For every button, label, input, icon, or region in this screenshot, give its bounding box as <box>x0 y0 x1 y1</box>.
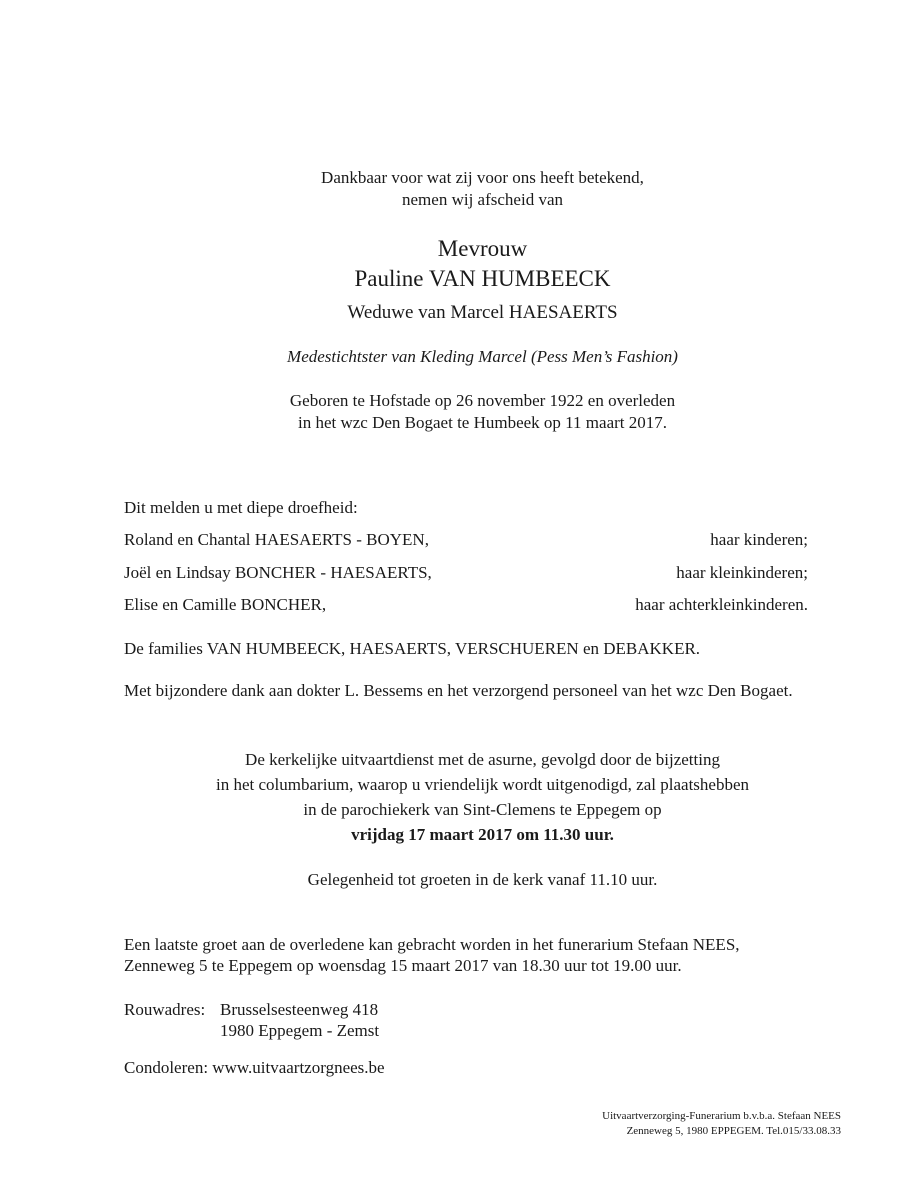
relative-relation: haar achterkleinkinderen. <box>635 595 808 614</box>
relative-names: Joël en Lindsay BONCHER - HAESAERTS, <box>124 563 432 582</box>
service-line-1: De kerkelijke uitvaartdienst met de asurne, gevolgd door de bijzetting <box>245 750 720 769</box>
footer-line-2: Zenneweg 5, 1980 EPPEGEM. Tel.015/33.08.33 <box>626 1125 841 1137</box>
deceased-name: Pauline VAN HUMBEECK <box>354 266 611 291</box>
mourning-address-line-1: Brusselsesteenweg 418 <box>220 1000 379 1019</box>
mourning-address-line-2: 1980 Eppegem - Zemst <box>220 1021 380 1040</box>
born-died-line-1: Geboren te Hofstade op 26 november 1922 en overleden <box>289 391 676 410</box>
families: De families VAN HUMBEECK, HAESAERTS, VERSCHUEREN en DEBAKKER. <box>124 639 701 658</box>
relative-names: Roland en Chantal HAESAERTS - BOYEN, <box>124 530 429 549</box>
condolences: Condoleren: www.uitvaartzorgnees.be <box>124 1058 385 1077</box>
mourning-address-label: Rouwadres: <box>124 1000 206 1019</box>
service-line-2: in het columbarium, waarop u vriendelijk wordt uitgenodigd, zal plaatshebben <box>216 775 749 794</box>
footer-line-1: Uitvaartverzorging-Funerarium b.v.b.a. Stefaan NEES <box>602 1110 841 1122</box>
visitation-line-1: Een laatste groet aan de overledene kan gebracht worden in het funerarium Stefaan NEES, <box>124 935 740 954</box>
thanks: Met bijzondere dank aan dokter L. Bessems en het verzorgend personeel van het wzc Den Bogaet. <box>124 681 793 700</box>
visitation-line-2: Zenneweg 5 te Eppegem op woensdag 15 maart 2017 van 18.30 uur tot 19.00 uur. <box>124 956 682 975</box>
intro-line-2: nemen wij afscheid van <box>402 190 563 209</box>
service-date: vrijdag 17 maart 2017 om 11.30 uur. <box>351 825 614 844</box>
relative-names: Elise en Camille BONCHER, <box>124 595 327 614</box>
salutation: Mevrouw <box>437 236 528 261</box>
relative-relation: haar kleinkinderen; <box>676 563 808 582</box>
deceased-note: Medestichtster van Kleding Marcel (Pess Men’s Fashion) <box>287 347 678 366</box>
greeting-time: Gelegenheid tot groeten in de kerk vanaf 11.10 uur. <box>307 870 658 889</box>
announcement-intro: Dit melden u met diepe droefheid: <box>124 498 358 517</box>
relative-relation: haar kinderen; <box>710 530 808 549</box>
intro-line-1: Dankbaar voor wat zij voor ons heeft betekend, <box>321 168 644 187</box>
service-line-3: in de parochiekerk van Sint-Clemens te Eppegem op <box>303 800 662 819</box>
widow-of: Weduwe van Marcel HAESAERTS <box>347 302 618 323</box>
born-died-line-2: in het wzc Den Bogaet te Humbeek op 11 maart 2017. <box>297 413 667 432</box>
